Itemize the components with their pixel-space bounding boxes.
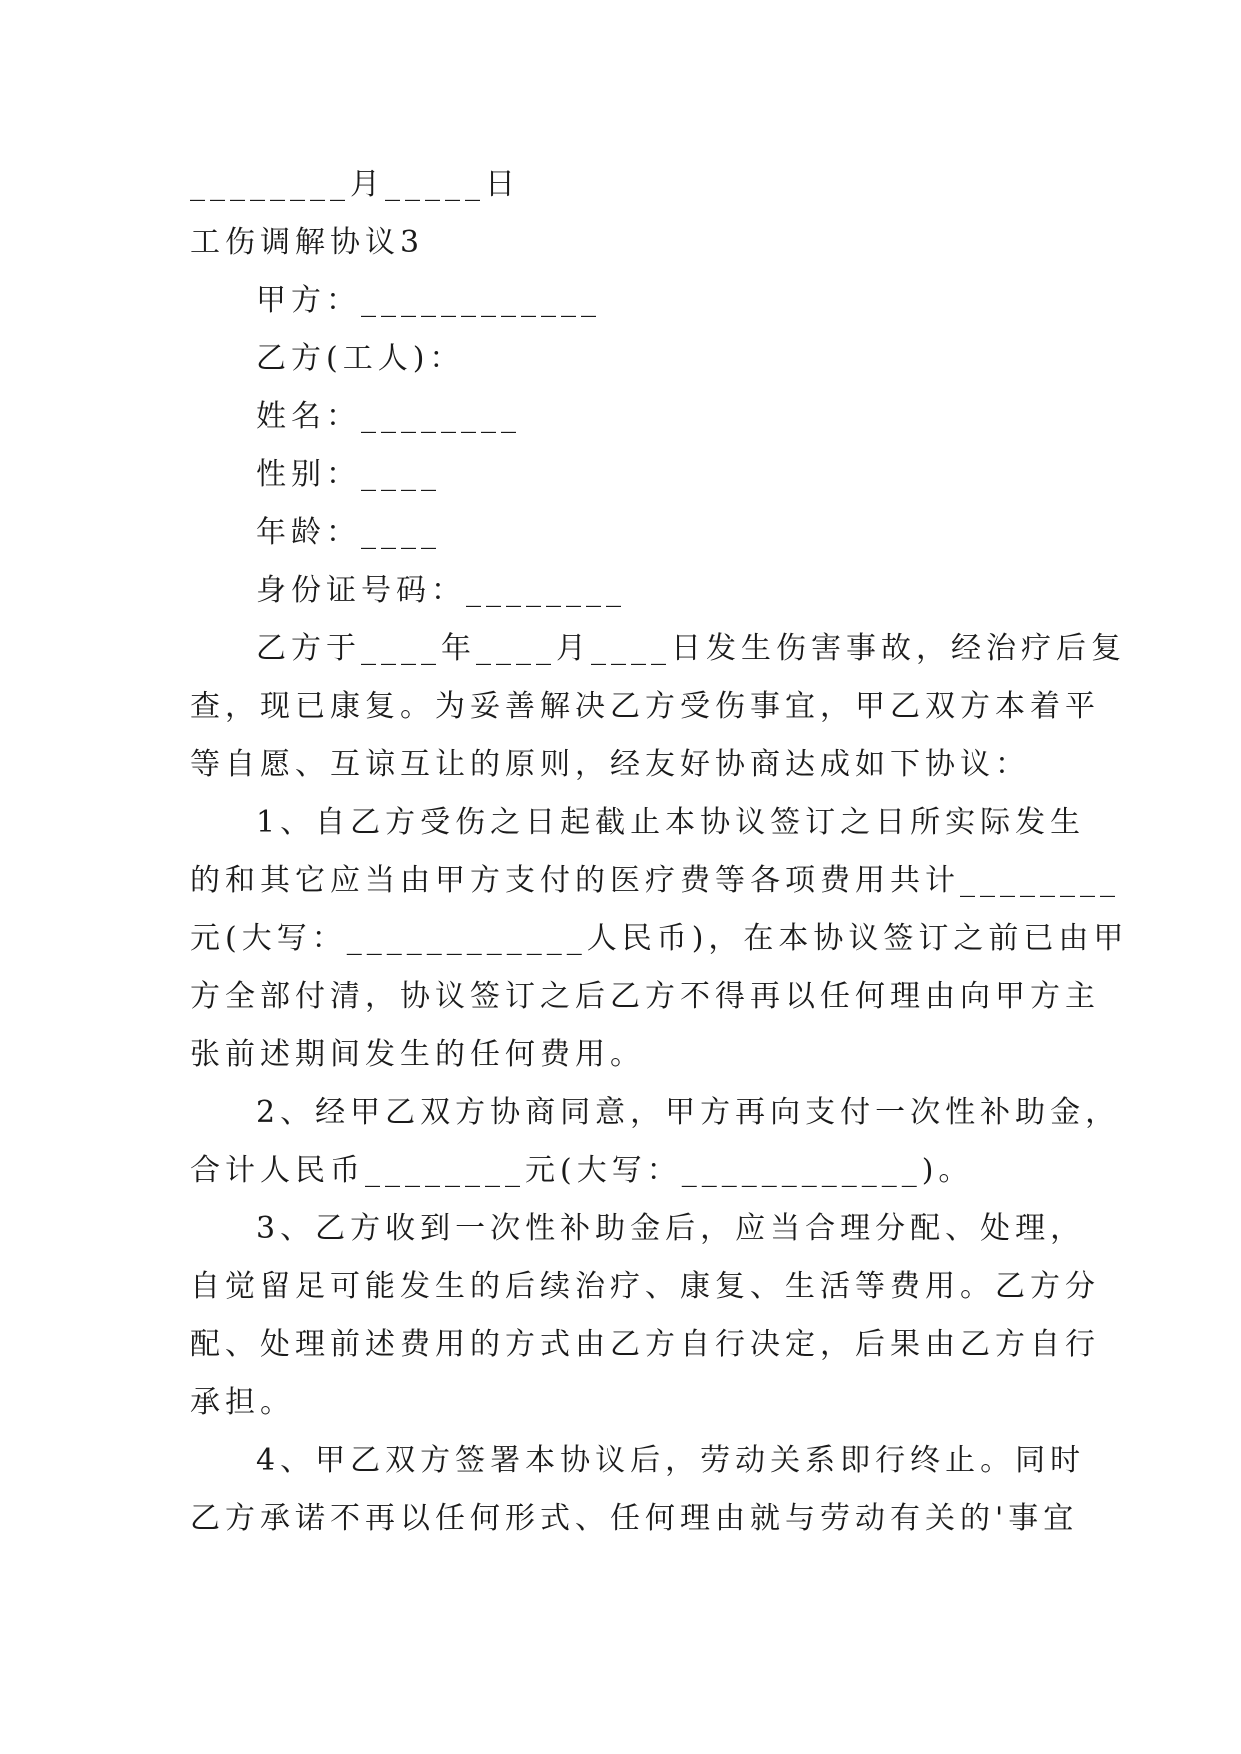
clause-1-line: 的和其它应当由甲方支付的医疗费等各项费用共计________ (190, 863, 1120, 898)
date-line: ________月_____日 (190, 167, 520, 202)
clause-4-line: 乙方承诺不再以任何形式、任何理由就与劳动有关的'事宜 (190, 1501, 1079, 1536)
clause-3-line: 3、乙方收到一次性补助金后，应当合理分配、处理， (256, 1211, 1086, 1246)
party-b-line: 乙方(工人)： (256, 341, 465, 376)
name-line: 姓名：________ (256, 399, 521, 434)
clause-1-line: 张前述期间发生的任何费用。 (190, 1037, 645, 1072)
clause-2-line: 2、经甲乙双方协商同意，甲方再向支付一次性补助金， (256, 1095, 1121, 1130)
clause-3-line: 配、处理前述费用的方式由乙方自行决定，后果由乙方自行 (190, 1327, 1100, 1362)
age-line: 年龄：____ (256, 515, 441, 550)
clause-3-line: 承担。 (190, 1385, 295, 1420)
gender-line: 性别：____ (256, 457, 441, 492)
clause-1-line: 1、自乙方受伤之日起截止本协议签订之日所实际发生 (256, 805, 1086, 840)
clause-1-line: 元(大写：____________人民币)，在本协议签订之前已由甲 (190, 921, 1129, 956)
clause-2-line: 合计人民币________元(大写：____________)。 (190, 1153, 974, 1188)
clause-1-line: 方全部付清，协议签订之后乙方不得再以任何理由向甲方主 (190, 979, 1100, 1014)
document-title: 工伤调解协议3 (190, 225, 425, 260)
paragraph-line: 查，现已康复。为妥善解决乙方受伤事宜，甲乙双方本着平 (190, 689, 1100, 724)
clause-3-line: 自觉留足可能发生的后续治疗、康复、生活等费用。乙方分 (190, 1269, 1100, 1304)
id-number-line: 身份证号码：________ (256, 573, 626, 608)
clause-4-line: 4、甲乙双方签署本协议后，劳动关系即行终止。同时 (256, 1443, 1086, 1478)
paragraph-line: 等自愿、互谅互让的原则，经友好协商达成如下协议： (190, 747, 1030, 782)
party-a-line: 甲方：____________ (256, 283, 601, 318)
paragraph-line: 乙方于____年____月____日发生伤害事故，经治疗后复 (256, 631, 1126, 666)
